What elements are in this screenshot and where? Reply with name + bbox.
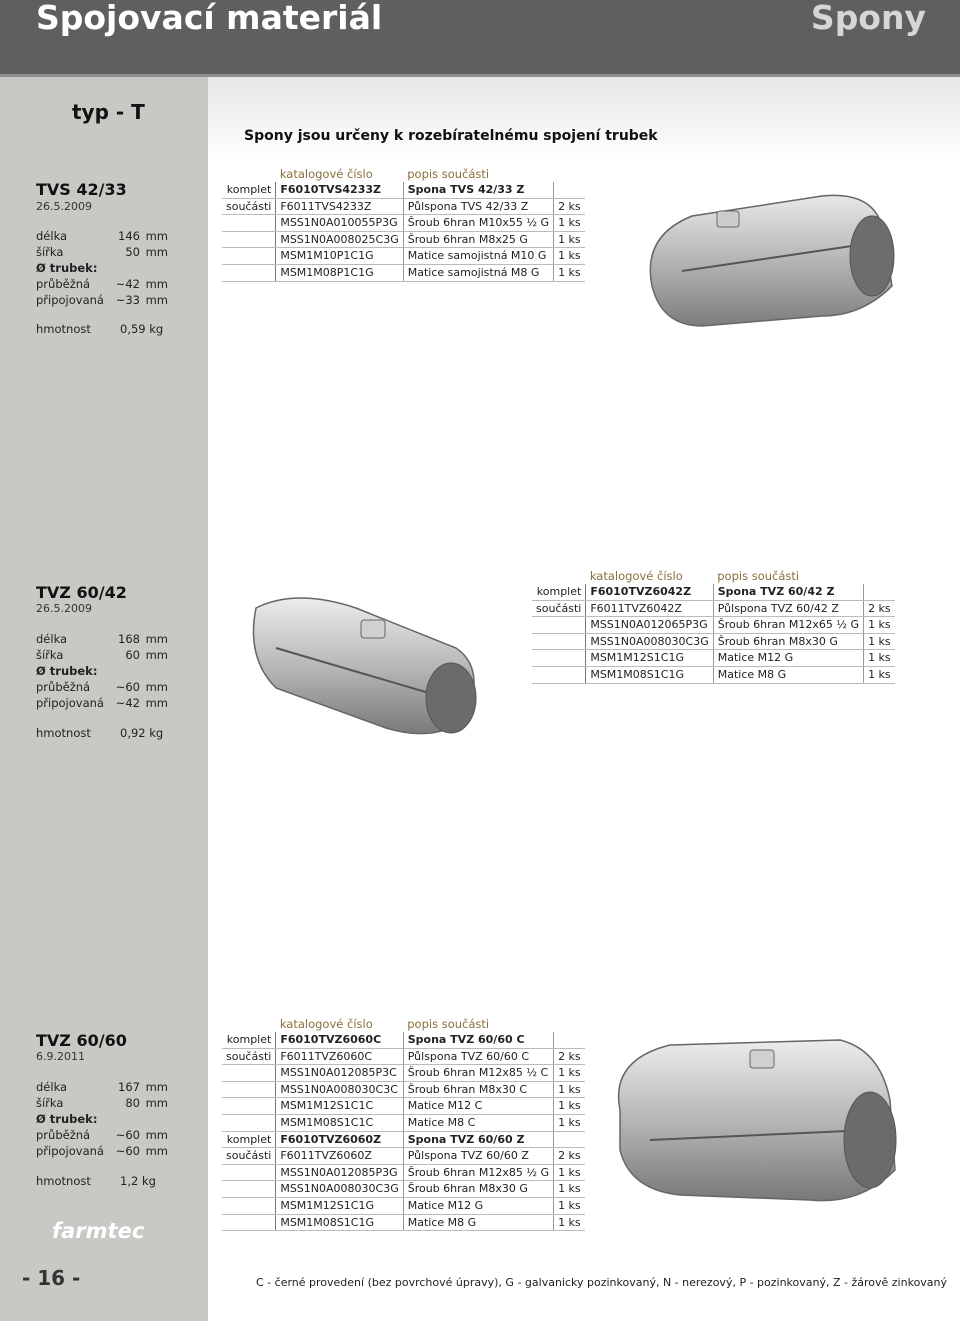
row-desc: Šroub 6hran M8x30 C xyxy=(403,1081,553,1098)
row-code: MSM1M08S1C1C xyxy=(276,1114,403,1131)
table-header-row xyxy=(222,166,585,182)
row-desc: Půlspona TVS 42/33 Z xyxy=(403,198,553,215)
row-code: F6011TVZ6060Z xyxy=(276,1148,403,1165)
row-desc: Matice M8 C xyxy=(403,1114,553,1131)
header-empty xyxy=(222,166,276,182)
mass-value: 0,92 xyxy=(120,726,146,740)
row-code: MSS1N0A012085P3C xyxy=(276,1065,403,1082)
mass-value: 1,2 xyxy=(120,1174,139,1188)
row-desc: Šroub 6hran M12x65 ½ G xyxy=(713,617,863,634)
row-desc: Šroub 6hran M8x30 G xyxy=(713,633,863,650)
row-qty: 1 ks xyxy=(554,264,585,281)
row-desc: Šroub 6hran M12x85 ½ G xyxy=(403,1164,553,1181)
row-desc: Šroub 6hran M10x55 ½ G xyxy=(403,215,553,232)
row-code: MSM1M12S1C1G xyxy=(276,1197,403,1214)
row-qty: 1 ks xyxy=(864,666,895,683)
product-mass xyxy=(36,1174,176,1188)
row-code: MSS1N0A008030C3C xyxy=(276,1081,403,1098)
table-row xyxy=(532,650,895,667)
spec-label: šířka xyxy=(36,245,64,259)
clamp-image xyxy=(236,578,536,748)
header-code: katalogové číslo xyxy=(589,569,683,583)
row-qty: 2 ks xyxy=(554,198,585,215)
row-qty: 2 ks xyxy=(554,1048,585,1065)
row-kind xyxy=(222,1181,276,1198)
table-row xyxy=(222,198,585,215)
row-code: MSM1M08P1C1G xyxy=(276,264,403,281)
row-qty: 1 ks xyxy=(554,1098,585,1115)
row-desc: Šroub 6hran M8x25 G xyxy=(403,231,553,248)
parts-table xyxy=(222,166,585,282)
parts-table xyxy=(222,1016,585,1231)
spec-value: ~42 xyxy=(115,277,140,291)
header-code: katalogové číslo xyxy=(279,167,373,181)
row-code: F6010TVZ6042Z xyxy=(586,584,713,600)
product-specs xyxy=(36,631,176,711)
row-code: F6011TVS4233Z xyxy=(276,198,403,215)
row-qty: 1 ks xyxy=(554,1065,585,1082)
type-label: typ - T xyxy=(72,100,145,124)
row-kind xyxy=(222,1197,276,1214)
row-qty xyxy=(864,584,895,600)
mass-unit: kg xyxy=(149,322,164,336)
section-subtitle: Spony jsou určeny k rozebíratelnému spojení trubek xyxy=(244,128,658,144)
row-code: F6010TVZ6060C xyxy=(276,1032,403,1048)
mass-label: hmotnost xyxy=(36,322,91,336)
table-row xyxy=(532,584,895,600)
product-name: TVS 42/33 xyxy=(36,180,127,199)
table-header-row xyxy=(222,1016,585,1032)
spec-label: Ø trubek: xyxy=(36,261,98,275)
row-qty: 1 ks xyxy=(554,231,585,248)
spec-label: připojovaná xyxy=(36,1144,104,1158)
row-desc: Spona TVZ 60/42 Z xyxy=(713,584,863,600)
table-row xyxy=(222,1048,585,1065)
table-row xyxy=(222,1114,585,1131)
table-row xyxy=(222,231,585,248)
spec-label: připojovaná xyxy=(36,293,104,307)
header-empty xyxy=(554,166,585,182)
parts-table xyxy=(532,568,895,684)
row-kind xyxy=(532,633,586,650)
product-date: 26.5.2009 xyxy=(36,602,92,615)
page-title: Spojovací materiál xyxy=(36,0,383,37)
mass-unit: kg xyxy=(141,1174,156,1188)
row-code: MSM1M08S1C1G xyxy=(586,666,713,683)
spec-unit: mm xyxy=(145,293,168,307)
row-qty: 1 ks xyxy=(864,633,895,650)
row-desc: Matice M12 C xyxy=(403,1098,553,1115)
spec-unit: mm xyxy=(145,648,168,662)
row-desc: Spona TVZ 60/60 C xyxy=(403,1032,553,1048)
row-kind xyxy=(222,231,276,248)
spec-unit: mm xyxy=(145,1096,168,1110)
row-kind: komplet xyxy=(222,1032,276,1048)
row-code: MSM1M12S1C1G xyxy=(586,650,713,667)
spec-value: ~60 xyxy=(115,1128,140,1142)
spec-label: délka xyxy=(36,1080,68,1094)
table-row xyxy=(222,264,585,281)
spec-unit: mm xyxy=(145,1144,168,1158)
page-header xyxy=(0,0,960,77)
row-desc: Šroub 6hran M12x85 ½ C xyxy=(403,1065,553,1082)
row-kind xyxy=(222,1065,276,1082)
product-specs xyxy=(36,1079,176,1159)
row-kind: komplet xyxy=(222,1131,276,1148)
spec-label: Ø trubek: xyxy=(36,664,98,678)
spec-label: šířka xyxy=(36,1096,64,1110)
table-row xyxy=(222,215,585,232)
spec-unit: mm xyxy=(145,229,168,243)
mass-unit: kg xyxy=(149,726,164,740)
title-band xyxy=(208,77,960,159)
table-row xyxy=(532,617,895,634)
row-qty: 1 ks xyxy=(864,617,895,634)
product-mass xyxy=(36,726,176,740)
product-date: 26.5.2009 xyxy=(36,200,92,213)
mass-value: 0,59 xyxy=(120,322,146,336)
clamp-image xyxy=(622,176,922,336)
row-kind: součásti xyxy=(222,1048,276,1065)
spec-unit: mm xyxy=(145,680,168,694)
row-qty: 1 ks xyxy=(554,1081,585,1098)
row-kind xyxy=(222,1081,276,1098)
row-desc: Šroub 6hran M8x30 G xyxy=(403,1181,553,1198)
table-row xyxy=(532,666,895,683)
table-row xyxy=(532,633,895,650)
header-desc: popis součásti xyxy=(407,1017,490,1031)
header-desc: popis součásti xyxy=(717,569,800,583)
spec-label: Ø trubek: xyxy=(36,1112,98,1126)
spec-unit: mm xyxy=(145,632,168,646)
row-desc: Matice M8 G xyxy=(713,666,863,683)
table-row xyxy=(222,182,585,198)
category-title: Spony xyxy=(810,0,926,37)
row-code: F6010TVS4233Z xyxy=(276,182,403,198)
spec-label: průběžná xyxy=(36,277,91,291)
row-desc: Matice M12 G xyxy=(713,650,863,667)
spec-label: průběžná xyxy=(36,1128,91,1142)
spec-unit: mm xyxy=(145,1128,168,1142)
spec-value: ~60 xyxy=(115,1144,140,1158)
table-row xyxy=(222,1032,585,1048)
table-row xyxy=(222,1081,585,1098)
table-row xyxy=(222,1148,585,1165)
table-row xyxy=(222,248,585,265)
header-empty xyxy=(532,568,586,584)
row-code: MSS1N0A008030C3G xyxy=(276,1181,403,1198)
row-kind: součásti xyxy=(222,198,276,215)
row-kind: komplet xyxy=(222,182,276,198)
spec-unit: mm xyxy=(145,696,168,710)
row-code: MSM1M12S1C1C xyxy=(276,1098,403,1115)
row-desc: Půlspona TVZ 60/42 Z xyxy=(713,600,863,617)
row-kind xyxy=(532,650,586,667)
row-kind xyxy=(222,264,276,281)
spec-label: šířka xyxy=(36,648,64,662)
row-kind xyxy=(222,1164,276,1181)
row-kind xyxy=(222,248,276,265)
row-desc: Matice samojistná M8 G xyxy=(403,264,553,281)
row-code: MSM1M10P1C1G xyxy=(276,248,403,265)
product-specs xyxy=(36,228,176,308)
row-desc: Spona TVS 42/33 Z xyxy=(403,182,553,198)
row-qty: 1 ks xyxy=(554,1164,585,1181)
spec-label: průběžná xyxy=(36,680,91,694)
row-desc: Matice M8 G xyxy=(403,1214,553,1231)
header-desc: popis součásti xyxy=(407,167,490,181)
spec-unit: mm xyxy=(145,245,168,259)
spec-value: ~60 xyxy=(115,680,140,694)
row-qty: 2 ks xyxy=(864,600,895,617)
row-kind xyxy=(222,1114,276,1131)
row-qty: 1 ks xyxy=(554,1181,585,1198)
row-kind: součásti xyxy=(532,600,586,617)
row-code: MSS1N0A012085P3G xyxy=(276,1164,403,1181)
table-row xyxy=(222,1181,585,1198)
row-code: MSS1N0A010055P3G xyxy=(276,215,403,232)
row-qty xyxy=(554,182,585,198)
spec-value: 80 xyxy=(125,1096,140,1110)
row-kind xyxy=(222,1214,276,1231)
row-code: MSS1N0A008025C3G xyxy=(276,231,403,248)
table-row xyxy=(222,1197,585,1214)
row-qty: 1 ks xyxy=(554,1114,585,1131)
row-kind: komplet xyxy=(532,584,586,600)
table-row xyxy=(222,1098,585,1115)
footnote: C - černé provedení (bez povrchové úpravy), G - galvanicky pozinkovaný, N - nerezový, P - pozinkovaný, Z - žárově zinkovaný xyxy=(256,1276,948,1289)
farmtec-logo xyxy=(52,1218,156,1244)
product-date: 6.9.2011 xyxy=(36,1050,85,1063)
table-row xyxy=(532,600,895,617)
row-desc: Matice M12 G xyxy=(403,1197,553,1214)
row-kind xyxy=(222,215,276,232)
row-desc: Půlspona TVZ 60/60 C xyxy=(403,1048,553,1065)
row-desc: Půlspona TVZ 60/60 Z xyxy=(403,1148,553,1165)
row-code: F6010TVZ6060Z xyxy=(276,1131,403,1148)
table-row xyxy=(222,1164,585,1181)
product-name: TVZ 60/42 xyxy=(36,583,127,602)
row-kind: součásti xyxy=(222,1148,276,1165)
row-qty: 1 ks xyxy=(554,215,585,232)
row-code: MSS1N0A008030C3G xyxy=(586,633,713,650)
spec-value: 146 xyxy=(118,229,140,243)
spec-value: 50 xyxy=(125,245,140,259)
row-code: F6011TVZ6042Z xyxy=(586,600,713,617)
spec-label: délka xyxy=(36,632,68,646)
table-row xyxy=(222,1065,585,1082)
spec-label: připojovaná xyxy=(36,696,104,710)
table-row xyxy=(222,1131,585,1148)
mass-label: hmotnost xyxy=(36,726,91,740)
row-desc: Spona TVZ 60/60 Z xyxy=(403,1131,553,1148)
row-code: MSM1M08S1C1G xyxy=(276,1214,403,1231)
row-kind xyxy=(532,617,586,634)
spec-value: 60 xyxy=(125,648,140,662)
spec-unit: mm xyxy=(145,1080,168,1094)
spec-value: ~42 xyxy=(115,696,140,710)
product-mass xyxy=(36,322,176,336)
row-qty: 1 ks xyxy=(554,1214,585,1231)
page-number: - 16 - xyxy=(22,1266,81,1290)
row-desc: Matice samojistná M10 G xyxy=(403,248,553,265)
row-qty: 2 ks xyxy=(554,1148,585,1165)
spec-label: délka xyxy=(36,229,68,243)
product-name: TVZ 60/60 xyxy=(36,1031,127,1050)
spec-value: ~33 xyxy=(115,293,140,307)
header-code: katalogové číslo xyxy=(279,1017,373,1031)
spec-value: 167 xyxy=(118,1080,140,1094)
row-kind xyxy=(532,666,586,683)
row-kind xyxy=(222,1098,276,1115)
table-header-row xyxy=(532,568,895,584)
row-code: MSS1N0A012065P3G xyxy=(586,617,713,634)
spec-value: 168 xyxy=(118,632,140,646)
table-row xyxy=(222,1214,585,1231)
header-empty xyxy=(864,568,895,584)
row-qty: 1 ks xyxy=(554,248,585,265)
row-code: F6011TVZ6060C xyxy=(276,1048,403,1065)
header-empty xyxy=(222,1016,276,1032)
clamp-image xyxy=(580,1020,920,1220)
mass-label: hmotnost xyxy=(36,1174,91,1188)
spec-unit: mm xyxy=(145,277,168,291)
row-qty: 1 ks xyxy=(864,650,895,667)
logo-text: farmtec xyxy=(52,1219,145,1243)
row-qty: 1 ks xyxy=(554,1197,585,1214)
